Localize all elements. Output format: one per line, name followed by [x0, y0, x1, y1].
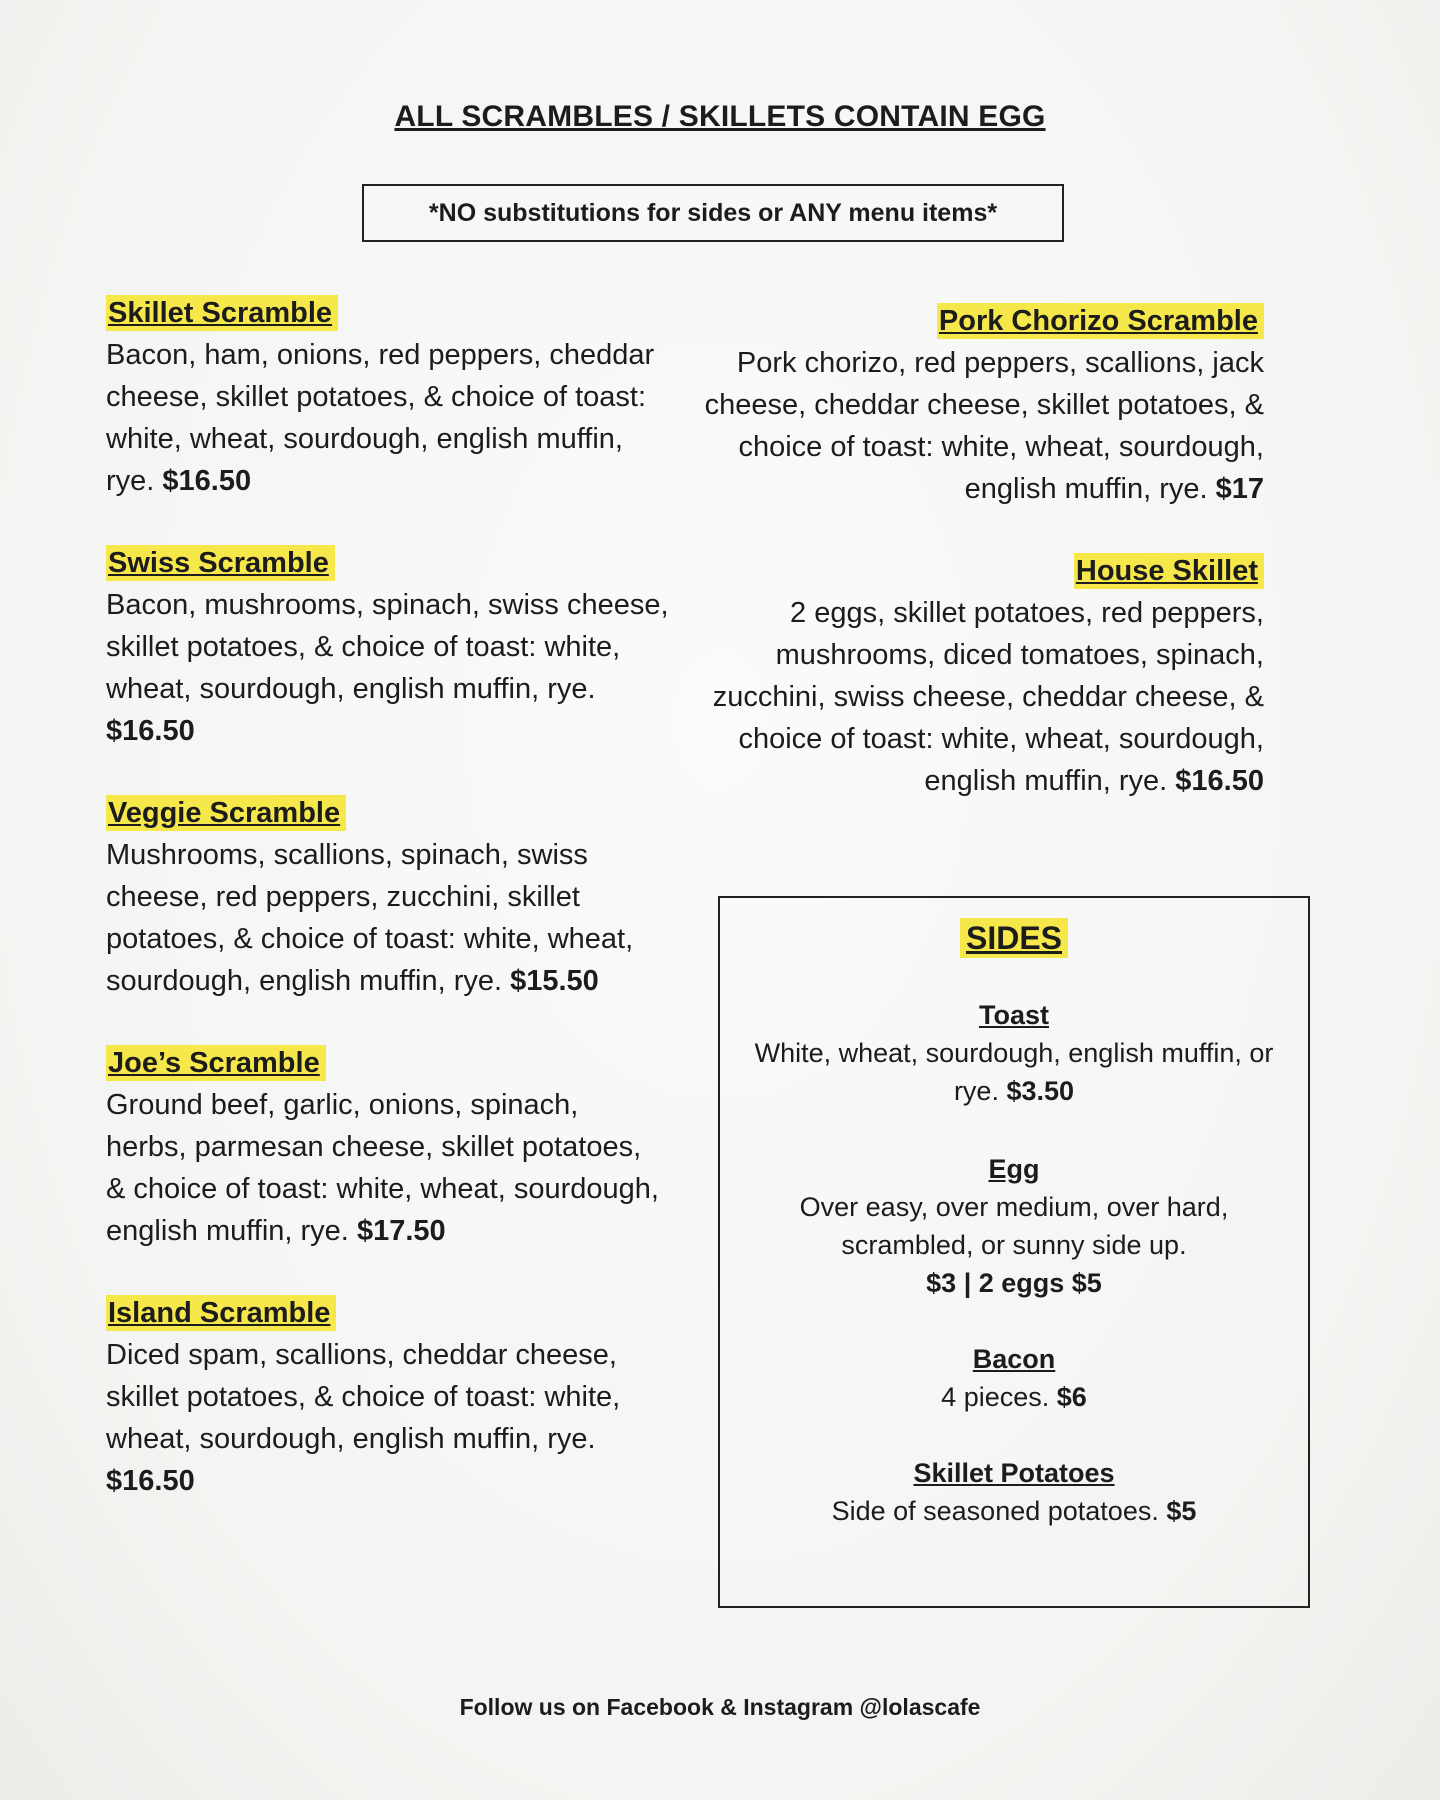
item-price: $16.50: [1175, 765, 1264, 797]
item-name: Skillet Scramble: [106, 295, 338, 331]
menu-item-joes-scramble: [106, 1042, 666, 1252]
side-description: Over easy, over medium, over hard, scrambled, or sunny side up.: [799, 1192, 1229, 1260]
page-title: ALL SCRAMBLES / SKILLETS CONTAIN EGG: [394, 100, 1046, 133]
side-price: $3.50: [1006, 1076, 1075, 1106]
side-item-toast: [720, 996, 1308, 1110]
item-description: 2 eggs, skillet potatoes, red peppers, mushrooms, diced tomatoes, spinach, zucchini, swiss cheese, cheddar cheese, & choice of toast: white, wheat, sourdough, english muffin, rye.: [712, 597, 1264, 797]
item-description: Bacon, mushrooms, spinach, swiss cheese, skillet potatoes, & choice of toast: white, wheat, sourdough, english muffin, rye.: [106, 589, 669, 705]
item-price: $15.50: [510, 965, 599, 997]
left-column: [106, 292, 686, 1502]
side-price: $5: [1166, 1496, 1197, 1526]
side-item-egg: [720, 1150, 1308, 1302]
side-item-bacon: [720, 1340, 1308, 1416]
item-description: Pork chorizo, red peppers, scallions, jack cheese, cheddar cheese, skillet potatoes, & choice of toast: white, wheat, sourdough, english muffin, rye.: [704, 347, 1264, 505]
side-description: Side of seasoned potatoes.: [831, 1496, 1159, 1526]
item-name: Veggie Scramble: [106, 795, 346, 831]
sides-box: [718, 896, 1310, 1608]
item-price: $17.50: [356, 1215, 446, 1247]
social-footer: Follow us on Facebook & Instagram @lolascafe: [459, 1694, 981, 1720]
menu-item-pork-chorizo-scramble: [700, 300, 1264, 510]
item-name: House Skillet: [1074, 553, 1264, 589]
item-description: Bacon, ham, onions, red peppers, cheddar cheese, skillet potatoes, & choice of toast: white, wheat, sourdough, english muffin, rye.: [106, 339, 655, 497]
menu-item-house-skillet: [700, 550, 1264, 802]
menu-item-swiss-scramble: [106, 542, 676, 752]
sides-title: SIDES: [960, 918, 1068, 958]
item-price: $16.50: [106, 715, 195, 747]
item-name: Joe’s Scramble: [106, 1045, 326, 1081]
item-description: Diced spam, scallions, cheddar cheese, skillet potatoes, & choice of toast: white, wheat, sourdough, english muffin, rye.: [106, 1339, 621, 1455]
no-substitutions-notice: *NO substitutions for sides or ANY menu items*: [362, 184, 1064, 242]
side-item-skillet-potatoes: [720, 1454, 1308, 1530]
side-price: $3 | 2 eggs $5: [926, 1268, 1102, 1298]
item-price: $17: [1215, 473, 1264, 505]
item-name: Island Scramble: [106, 1295, 336, 1331]
item-price: $16.50: [106, 1465, 195, 1497]
right-column: [700, 300, 1264, 802]
item-description: Mushrooms, scallions, spinach, swiss cheese, red peppers, zucchini, skillet potatoes, & choice of toast: white, wheat, sourdough, english muffin, rye.: [106, 839, 634, 997]
side-name: Toast: [978, 1000, 1049, 1030]
side-description: 4 pieces.: [941, 1382, 1050, 1412]
item-name: Swiss Scramble: [106, 545, 335, 581]
item-price: $16.50: [162, 465, 252, 497]
side-description: White, wheat, sourdough, english muffin, or rye.: [754, 1038, 1274, 1106]
menu-item-island-scramble: [106, 1292, 666, 1502]
item-name: Pork Chorizo Scramble: [937, 303, 1264, 339]
side-name: Bacon: [972, 1344, 1056, 1374]
menu-item-veggie-scramble: [106, 792, 666, 1002]
side-name: Egg: [988, 1154, 1040, 1184]
item-description: Ground beef, garlic, onions, spinach, herbs, parmesan cheese, skillet potatoes, & choice of toast: white, wheat, sourdough, english muffin, rye.: [106, 1089, 659, 1247]
side-price: $6: [1056, 1382, 1087, 1412]
menu-item-skillet-scramble: [106, 292, 676, 502]
side-name: Skillet Potatoes: [913, 1458, 1115, 1488]
